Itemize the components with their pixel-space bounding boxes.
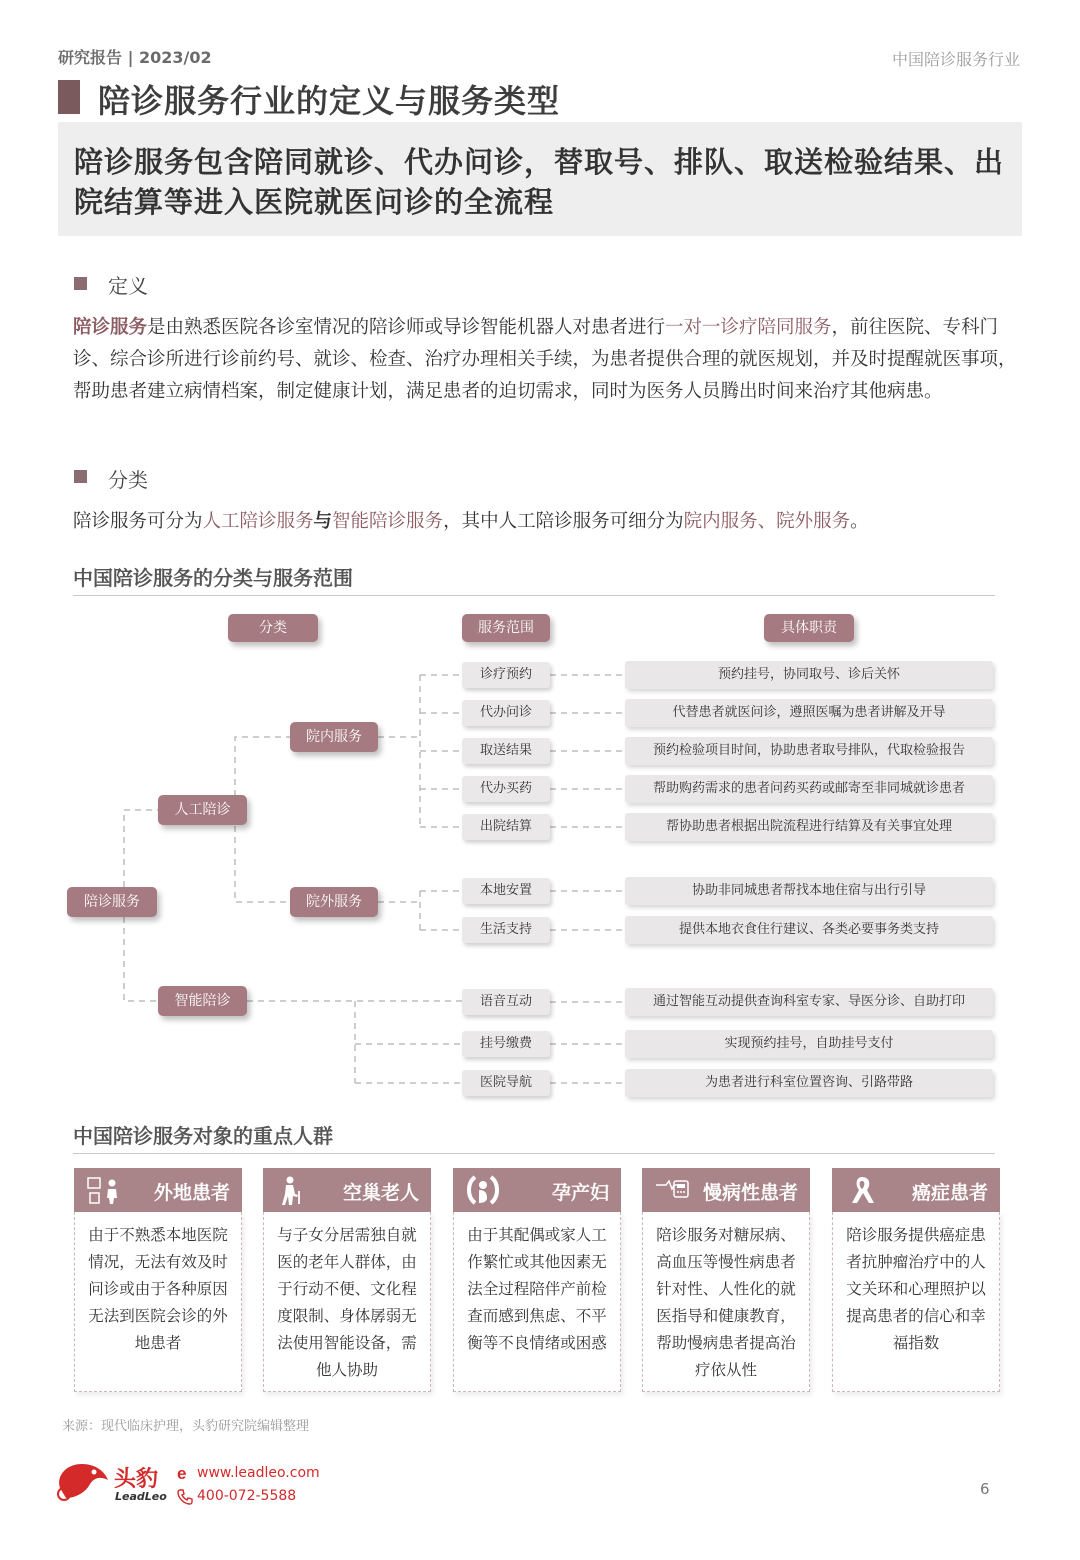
card-header [642, 1168, 810, 1212]
traveler-icon [86, 1175, 122, 1205]
class-text-1: 陪诊服务可分为 [73, 511, 203, 532]
group-card [832, 1168, 1000, 1392]
duty-item: 通过智能互动提供查询科室专家、导医分诊、自助打印 [625, 988, 993, 1016]
industry-label: 中国陪诊服务行业 [891, 50, 1020, 69]
card-text: 由于其配偶或家人工作繁忙或其他因素无法全过程陪伴产前检查而感到焦虑、不平衡等不良情绪或困惑 [453, 1212, 621, 1392]
class-text-2: 与 [313, 511, 333, 532]
card-text: 与子女分居需独自就医的老年人群体，由于行动不便、文化程度限制、身体孱弱无法使用智能设备，需他人协助 [263, 1212, 431, 1392]
card-header [263, 1168, 431, 1212]
card-text: 陪诊服务提供癌症患者抗肿瘤治疗中的人文关环和心理照护以提高患者的信心和幸福指数 [832, 1212, 1000, 1392]
card-header [832, 1168, 1000, 1212]
duty-item: 帮协助患者根据出院流程进行结算及有关事宜处理 [625, 813, 993, 841]
duty-item: 帮助购药需求的患者问药买药或邮寄至非同城就诊患者 [625, 775, 993, 803]
group-card [263, 1168, 431, 1392]
elderly-icon [275, 1175, 311, 1205]
definition-text-2: ，前往医院、专科门诊、综合诊所进行诊前约号、就诊、检查、治疗办理相关手续，为患者提供合理的就医规划，并及时提醒就医事项，帮助患者建立病情档案，制定健康计划，满足患者的迫切需求，同时为医务人员腾出时间来治疗其他病患。 [73, 317, 1017, 402]
duty-item: 提供本地衣食住行建议、各类必要事务类支持 [625, 916, 993, 944]
pregnant-icon [465, 1175, 501, 1205]
summary-text: 陪诊服务包含陪同就诊、代办问诊，替取号、排队、取送检验结果、出院结算等进入医院就医问诊的全流程 [74, 145, 1005, 219]
logo-text-cn: 头豹 [114, 1467, 159, 1492]
group-card [453, 1168, 621, 1392]
duty-item: 预约检验项目时间，协助患者取号排队，代取检验报告 [625, 737, 993, 765]
card-header [74, 1168, 242, 1212]
card-text: 由于不熟悉本地医院情况，无法有效及时问诊或由于各种原因无法到医院会诊的外地患者 [74, 1212, 242, 1392]
node-smart: 智能陪诊 [158, 986, 247, 1016]
page-number: 6 [980, 1480, 990, 1498]
card-name: 空巢老人 [342, 1182, 419, 1204]
scope-item: 本地安置 [462, 878, 550, 904]
chronic-icon [648, 1175, 696, 1205]
scope-item: 取送结果 [462, 738, 550, 764]
card-name: 慢病性患者 [702, 1182, 798, 1204]
scope-item: 语音互动 [462, 989, 550, 1015]
node-inner: 院内服务 [290, 722, 378, 752]
svg-text:e: e [177, 1464, 187, 1482]
card-header [453, 1168, 621, 1212]
chart2-rule [73, 1153, 995, 1154]
group-card [642, 1168, 810, 1392]
node-outer: 院外服务 [290, 887, 378, 917]
card-name: 外地患者 [153, 1182, 230, 1204]
ribbon-icon [844, 1175, 880, 1205]
class-highlight-1: 人工陪诊服务 [202, 511, 314, 532]
scope-item: 代办买药 [462, 776, 550, 802]
duty-item: 为患者进行科室位置咨询、引路带路 [625, 1069, 993, 1097]
class-text-4: 。 [850, 511, 869, 532]
class-text-3: ，其中人工陪诊服务可细分为 [443, 511, 684, 532]
card-name: 癌症患者 [911, 1182, 988, 1204]
web-icon [176, 1464, 194, 1482]
section-classification-label: 分类 [108, 468, 148, 492]
website-link[interactable]: www.leadleo.com [197, 1465, 320, 1481]
scope-item: 代办问诊 [462, 700, 550, 726]
class-highlight-3: 院内服务、院外服务 [683, 511, 851, 532]
col-head-duty: 具体职责 [764, 614, 854, 642]
duty-item: 实现预约挂号，自助挂号支付 [625, 1030, 993, 1058]
logo-text-en: LeadLeo [115, 1490, 167, 1503]
page-title: 陪诊服务行业的定义与服务类型 [98, 82, 561, 120]
scope-item: 出院结算 [462, 814, 550, 840]
definition-term: 陪诊服务 [73, 317, 148, 338]
duty-item: 代替患者就医问诊，遵照医嘱为患者讲解及开导 [625, 699, 993, 727]
node-root: 陪诊服务 [67, 887, 157, 917]
group-card [74, 1168, 242, 1392]
definition-text-1: 是由熟悉医院各诊室情况的陪诊师或导诊智能机器人对患者进行 [147, 317, 666, 338]
col-head-category: 分类 [228, 614, 318, 642]
chart1-title: 中国陪诊服务的分类与服务范围 [73, 566, 353, 590]
scope-item: 挂号缴费 [462, 1031, 550, 1057]
scope-item: 生活支持 [462, 917, 550, 943]
phone-icon [176, 1488, 194, 1506]
report-tag: 研究报告 | 2023/02 [58, 48, 212, 67]
duty-item: 预约挂号，协同取号、诊后关怀 [625, 661, 993, 689]
chart2-title: 中国陪诊服务对象的重点人群 [73, 1124, 333, 1148]
scope-item: 医院导航 [462, 1070, 550, 1096]
class-highlight-2: 智能陪诊服务 [332, 511, 444, 532]
scope-item: 诊疗预约 [462, 662, 550, 688]
definition-highlight: 一对一诊疗陪同服务 [665, 317, 832, 338]
card-text: 陪诊服务对糖尿病、高血压等慢性病患者针对性、人性化的就医指导和健康教育，帮助慢病患者提高治疗依从性 [642, 1212, 810, 1392]
phone-number: 400-072-5588 [197, 1488, 297, 1504]
source-note: 来源：现代临床护理，头豹研究院编辑整理 [62, 1419, 310, 1434]
leadleo-logo-icon [54, 1458, 112, 1504]
node-manual: 人工陪诊 [158, 795, 247, 825]
duty-item: 协助非同城患者帮找本地住宿与出行引导 [625, 877, 993, 905]
card-name: 孕产妇 [551, 1182, 609, 1204]
col-head-scope: 服务范围 [462, 614, 550, 642]
section-definition-label: 定义 [108, 274, 148, 298]
